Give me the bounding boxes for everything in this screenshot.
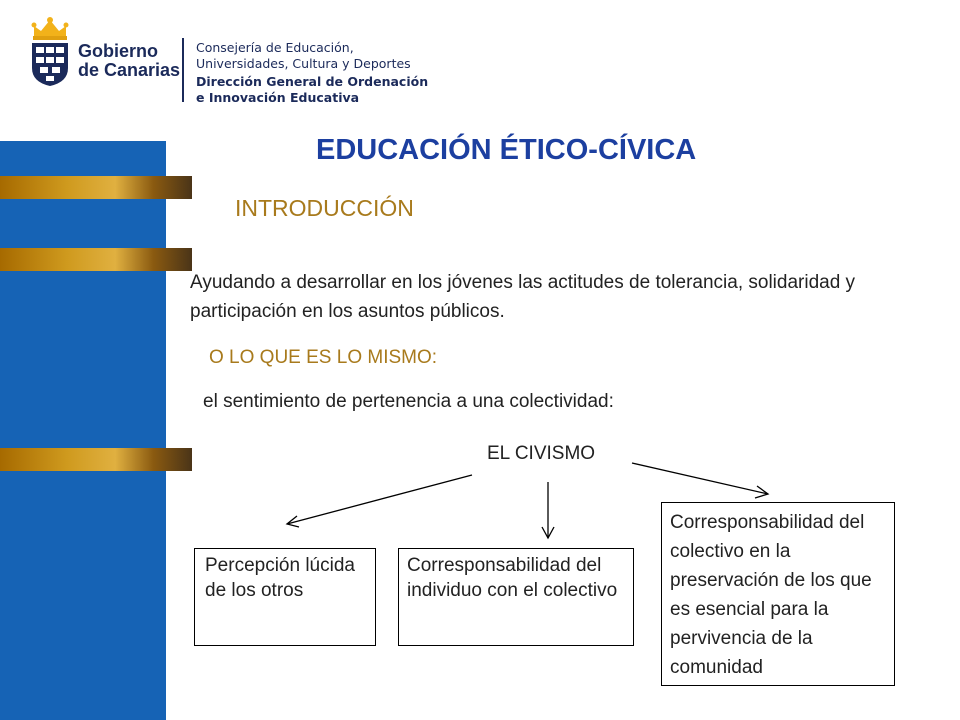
logo-line-1: Gobierno	[78, 41, 158, 61]
or-heading: O LO QUE ES LO MISMO:	[209, 347, 438, 368]
department-line-1: Consejería de Educación,	[196, 40, 354, 55]
arrow-to-perception	[287, 475, 472, 527]
department-line-2: Universidades, Cultura y Deportes	[196, 56, 411, 71]
arrow-to-collective	[632, 463, 768, 498]
section-subtitle: INTRODUCCIÓN	[235, 195, 414, 221]
arrow-to-individual	[542, 482, 554, 538]
intro-paragraph: Ayudando a desarrollar en los jóvenes las actitudes de tolerancia, solidaridad y participación en los asuntos públicos.	[190, 272, 856, 322]
civismo-concept-label: EL CIVISMO	[487, 443, 596, 464]
collective-responsibility-box: Corresponsabilidad del colectivo en la preservación de los que es esencial para la pervivencia de la comunidad	[661, 502, 895, 686]
page-title: EDUCACIÓN ÉTICO-CÍVICA	[316, 134, 697, 166]
division-line-2: e Innovación Educativa	[196, 90, 360, 105]
belonging-sentence: el sentimiento de pertenencia a una colectividad:	[203, 391, 614, 412]
logo-line-2: de Canarias	[78, 60, 181, 80]
perception-box: Percepción lúcida de los otros	[194, 548, 376, 646]
individual-responsibility-box: Corresponsabilidad del individuo con el colectivo	[398, 548, 634, 646]
division-line-1: Dirección General de Ordenación	[196, 74, 429, 89]
